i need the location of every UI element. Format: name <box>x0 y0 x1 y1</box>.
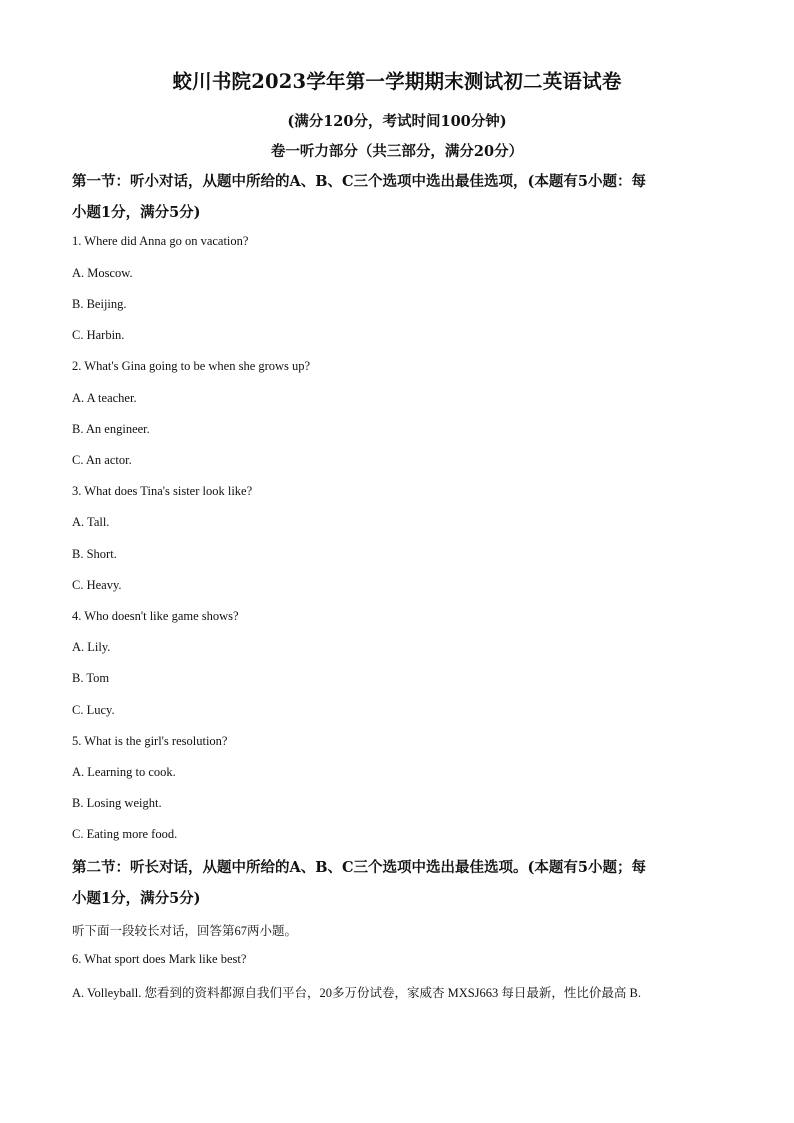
exam-title: 蛟川书院2023学年第一学期期末测试初二英语试卷 <box>172 70 622 93</box>
section2-heading-line2: 小题1分，满分5分) <box>72 890 201 907</box>
section2-heading-line1: 第二节：听长对话，从题中所给的A、B、C三个选项中选出最佳选项。(本题有5小题；每 <box>72 859 646 876</box>
option-3b: B. Short. <box>72 547 117 561</box>
section2-heading <box>72 852 724 914</box>
question-1: 1. Where did Anna go on vacation? <box>72 234 249 248</box>
option-3a: A. Tall. <box>72 515 110 529</box>
option-4c: C. Lucy. <box>72 703 115 717</box>
section1-heading <box>72 166 724 228</box>
section2-instruction: 听下面一段较长对话，回答第67两小题。 <box>72 924 298 938</box>
section1-heading-line2: 小题1分，满分5分) <box>72 204 201 221</box>
option-1c: C. Harbin. <box>72 328 125 342</box>
score-time-note: (满分120分，考试时间100分钟) <box>287 113 507 130</box>
option-1a: A. Moscow. <box>72 266 133 280</box>
option-1b: B. Beijing. <box>72 297 127 311</box>
listening-part-title: 卷一听力部分（共三部分，满分20分） <box>270 143 524 160</box>
option-6a: A. Volleyball. 您看到的资料都源自我们平台，20多万份试卷，家威杏 MXSJ663 每日最新，性比价最高 B. <box>72 986 642 1000</box>
option-4b: B. Tom <box>72 671 110 685</box>
section1-heading-line1: 第一节：听小对话，从题中所给的A、B、C三个选项中选出最佳选项，(本题有5小题：每 <box>72 173 646 190</box>
question-4: 4. Who doesn't like game shows? <box>72 609 239 623</box>
option-5b: B. Losing weight. <box>72 796 162 810</box>
question-5: 5. What is the girl's resolution? <box>72 734 228 748</box>
option-3c: C. Heavy. <box>72 578 122 592</box>
option-2b: B. An engineer. <box>72 422 150 436</box>
question-6: 6. What sport does Mark like best? <box>72 952 247 966</box>
question-3: 3. What does Tina's sister look like? <box>72 484 253 498</box>
option-5c: C. Eating more food. <box>72 827 178 841</box>
option-4a: A. Lily. <box>72 640 111 654</box>
option-5a: A. Learning to cook. <box>72 765 176 779</box>
option-2c: C. An actor. <box>72 453 132 467</box>
option-2a: A. A teacher. <box>72 391 137 405</box>
question-2: 2. What's Gina going to be when she grows up? <box>72 359 311 373</box>
